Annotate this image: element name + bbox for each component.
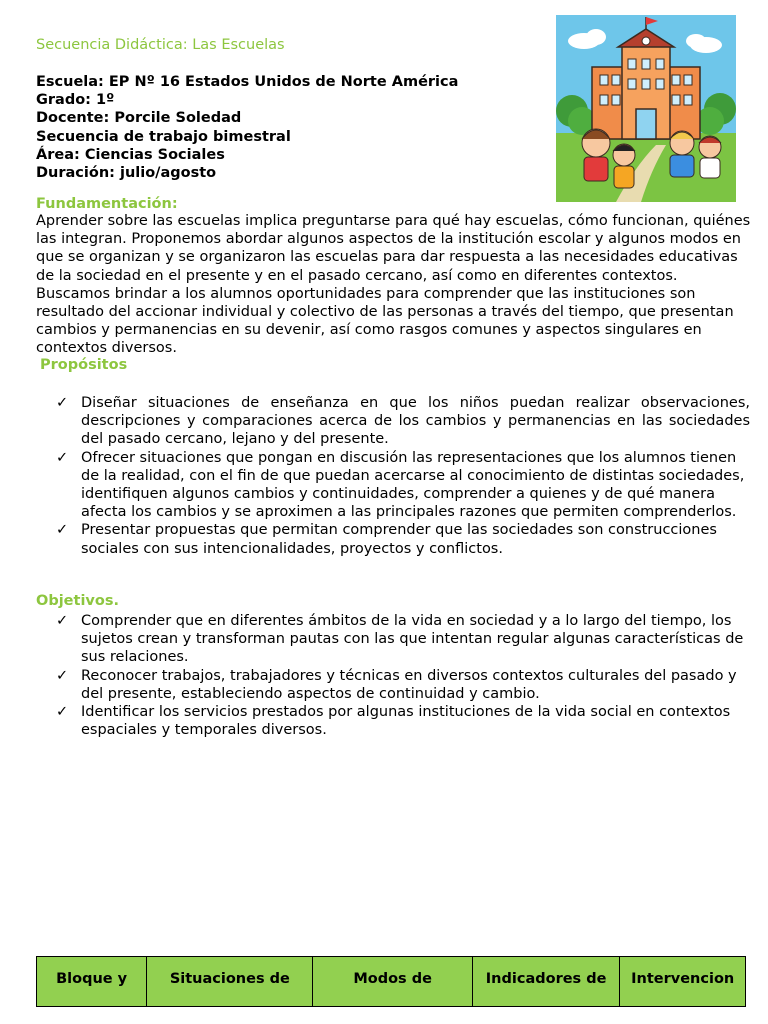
propositos-heading: Propósitos [40, 357, 128, 373]
duration-line: Duración: julio/agosto [36, 165, 217, 182]
table-header-cell: Intervencion [620, 957, 746, 1007]
list-item [56, 667, 750, 703]
document-title: Secuencia Didáctica: Las Escuelas [36, 37, 285, 53]
propositos-list [56, 394, 750, 558]
table-header-cell: Situaciones de [147, 957, 313, 1007]
checkmark-icon: ✓ [56, 704, 69, 721]
list-item-text: Reconocer trabajos, trabajadores y técnicas en diversos contextos culturales del pasado y del presente, estableciendo aspectos de continuidad y cambio. [81, 667, 737, 702]
list-item [56, 394, 750, 449]
table-header-cell: Indicadores de [472, 957, 620, 1007]
list-item [56, 449, 750, 522]
area-line: Área: Ciencias Sociales [36, 146, 225, 163]
list-item-text: Comprender que en diferentes ámbitos de la vida en sociedad y a lo largo del tiempo, los sujetos crean y transforman pautas con las que intentan regular algunas características de sus relaciones. [81, 613, 744, 666]
list-item-text: Diseñar situaciones de enseñanza en que los niños puedan realizar observaciones, descripciones y comparaciones acerca de los cambios y permanencias en las sociedades del pasado cercano, lejano y del presente. [81, 395, 750, 448]
fundamentacion-text: Aprender sobre las escuelas implica preguntarse para qué hay escuelas, cómo funcionan, quiénes las integran. Proponemos abordar algunos aspectos de la institución escolar y algunos modos en que se organizan y se organizaron las escuelas para dar respuesta a las necesidades educativas de la sociedad en el presente y en el pasado cercano, así como en diferentes contextos. Buscamos brindar a los alumnos oportunidades para comprender que las instituciones son resultado del accionar individual y colectivo de las personas a través del tiempo, que presentan cambios y permanencias en su devenir, así como rasgos comunes y aspectos singulares en contextos diversos. [36, 213, 751, 357]
objetivos-list [56, 612, 750, 739]
list-item-text: Identificar los servicios prestados por algunas instituciones de la vida social en contextos espaciales y temporales diversos. [81, 704, 731, 739]
list-item-text: Ofrecer situaciones que pongan en discusión las representaciones que los alumnos tienen de la realidad, con el fin de que puedan acercarse al conocimiento de distintas sociedades, identifiquen algunos cambios y continuidades, comprender a quienes y de qué manera afecta los cambios y se aproximen a las principales razones que permiten comprenderlos. [81, 449, 745, 521]
school-line: Escuela: EP Nº 16 Estados Unidos de Norte América [36, 74, 459, 90]
checkmark-icon: ✓ [56, 395, 69, 411]
objetivos-heading: Objetivos. [36, 593, 119, 609]
list-item-text: Presentar propuestas que permitan comprender que las sociedades son construcciones sociales con sus intencionalidades, proyectos y conflictos. [81, 522, 717, 557]
table-header-cell: Bloque y [37, 957, 147, 1007]
list-item [56, 521, 750, 557]
school-children-illustration [556, 15, 736, 202]
checkmark-icon: ✓ [56, 449, 69, 466]
list-item [56, 703, 750, 739]
school-info [36, 73, 458, 182]
planning-table [36, 956, 746, 1007]
list-item [56, 612, 750, 667]
teacher-line: Docente: Porcile Soledad [36, 110, 242, 127]
grade-line: Grado: 1º [36, 92, 115, 109]
table-header-cell: Modos de [313, 957, 472, 1007]
fundamentacion-heading: Fundamentación: [36, 196, 178, 212]
table-header-row [37, 957, 746, 1007]
sequence-line: Secuencia de trabajo bimestral [36, 128, 291, 145]
checkmark-icon: ✓ [56, 613, 69, 629]
checkmark-icon: ✓ [56, 522, 69, 539]
checkmark-icon: ✓ [56, 667, 69, 684]
